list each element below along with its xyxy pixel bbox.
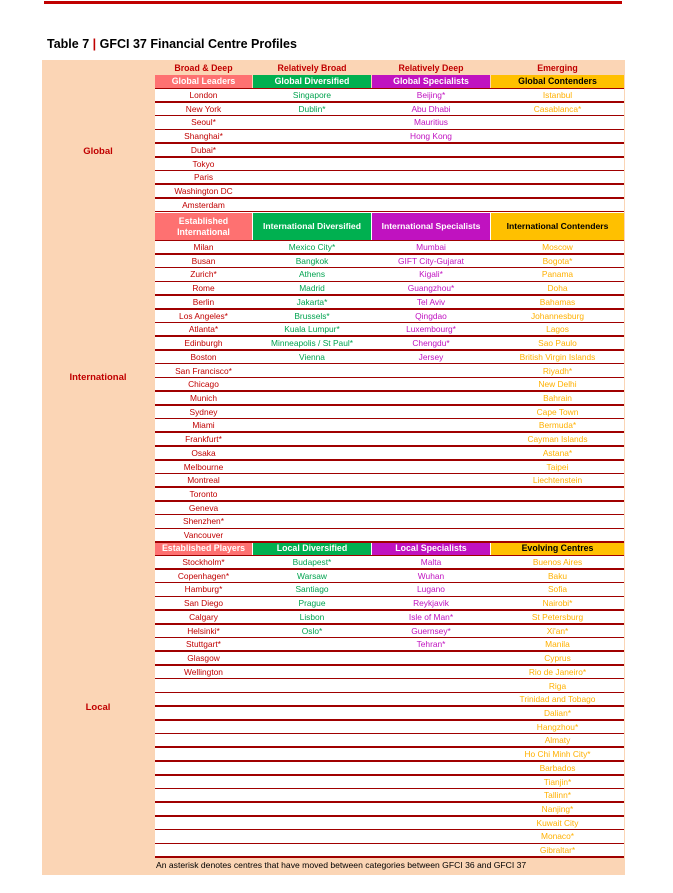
centre-cell: Toronto: [189, 489, 218, 499]
centre-cell: Panama: [541, 269, 574, 280]
centre-cell: Vienna: [299, 351, 325, 362]
column-header-emerging: Emerging: [537, 62, 578, 73]
centre-cell: Hamburg*: [184, 584, 223, 595]
centre-cell: Stockholm*: [182, 557, 225, 568]
centre-cell: Doha: [547, 283, 568, 294]
centre-cell: Stuttgart*: [186, 639, 221, 650]
centre-cell: Melbourne: [183, 461, 224, 472]
category-established-players: Established Players: [155, 541, 252, 555]
column-header-broad-deep: Broad & Deep: [174, 62, 233, 73]
centre-cell: Chicago: [188, 379, 219, 390]
row-label-international: International: [69, 372, 127, 383]
centre-cell: Qingdao: [415, 310, 447, 321]
centre-cell: San Francisco*: [175, 365, 232, 376]
centre-cell: Lisbon: [299, 611, 325, 622]
centre-cell: Helsinki*: [187, 625, 220, 636]
centre-cell: Nairobi*: [542, 598, 573, 609]
centre-cell: Tianjin*: [543, 776, 572, 787]
row-label-local: Local: [85, 702, 111, 713]
centre-cell: Frankfurt*: [185, 434, 222, 445]
centre-cell: Ho Chi Minh City*: [524, 749, 591, 760]
centre-cell: Mumbai: [416, 242, 446, 253]
centre-cell: Barbados: [539, 762, 576, 773]
centre-cell: Johannesburg: [530, 310, 585, 321]
centre-cell: Manila: [545, 639, 570, 650]
column-header-relatively-broad: Relatively Broad: [277, 62, 347, 73]
row-divider: [155, 211, 624, 213]
centre-cell: Edinburgh: [184, 338, 223, 349]
centre-cell: Lagos: [546, 324, 569, 335]
table-title: [47, 37, 297, 51]
centre-cell: Hangzhou*: [536, 721, 579, 732]
centre-cell: Vancouver: [183, 530, 224, 541]
centre-cell: Copenhagen*: [177, 570, 230, 581]
centre-cell: Istanbul: [542, 90, 573, 101]
centre-cell: Xi'an*: [546, 625, 569, 636]
centre-cell: Paris: [193, 172, 214, 183]
centre-cell: Mauritius: [414, 117, 448, 128]
centre-cell: Munich: [190, 392, 217, 403]
centre-cell: Chengdu*: [412, 338, 450, 349]
category-established-international: Established International: [155, 213, 252, 240]
centre-cell: Kuwait City: [536, 817, 579, 828]
centre-cell: Nanjing*: [541, 804, 574, 814]
centre-cell: Guangzhou*: [407, 283, 455, 294]
centre-cell: Tehran*: [416, 639, 446, 650]
centre-cell: Kigali*: [419, 269, 443, 280]
centre-cell: Wuhan: [417, 570, 445, 581]
centre-cell: San Diego: [183, 598, 224, 609]
centre-cell: Tokyo: [192, 158, 215, 169]
category-evolving-centres: Evolving Centres: [491, 541, 624, 555]
category-international-diversified: International Diversified: [253, 213, 371, 240]
row-divider: [155, 856, 624, 858]
centre-cell: Cayman Islands: [527, 434, 588, 445]
centre-cell: Astana*: [542, 447, 573, 458]
centre-cell: Cape Town: [536, 406, 579, 417]
centre-cell: Mexico City*: [288, 242, 336, 253]
title-separator: |: [92, 37, 97, 51]
centre-cell: Rio de Janeiro*: [528, 666, 587, 677]
table-title-text: GFCI 37 Financial Centre Profiles: [99, 37, 297, 51]
centre-cell: Beijing*: [416, 90, 446, 101]
centre-cell: Osaka: [191, 447, 216, 458]
centre-cell: Guernsey*: [411, 625, 451, 636]
centre-cell: Buenos Aires: [532, 557, 583, 568]
centre-cell: Warsaw: [297, 570, 327, 581]
centre-cell: Los Angeles*: [179, 310, 228, 321]
centre-cell: Shanghai*: [184, 131, 223, 142]
centre-cell: Geneva: [188, 502, 219, 513]
centre-cell: Wellington: [184, 666, 223, 677]
centre-cell: Casablanca*: [533, 103, 582, 114]
centre-cell: Athens: [298, 269, 326, 280]
centre-cell: Miami: [192, 420, 215, 431]
centre-cell: Sydney: [189, 406, 218, 417]
centre-cell: Taipei: [546, 461, 569, 472]
centre-cell: Luxembourg*: [406, 324, 456, 335]
centre-cell: Shenzhen*: [183, 516, 224, 527]
centre-cell: Malta: [420, 557, 442, 568]
table-number: Table 7: [47, 37, 90, 51]
centre-cell: Isle of Man*: [408, 611, 454, 622]
centre-cell: Monaco*: [540, 831, 575, 842]
category-global-contenders: Global Contenders: [491, 75, 624, 88]
centre-cell: New York: [185, 103, 222, 114]
centre-cell: Rome: [192, 283, 215, 294]
centre-cell: Jersey: [418, 351, 444, 362]
centre-cell: Reykjavik: [413, 598, 449, 609]
centre-cell: Dubai*: [190, 144, 217, 155]
centre-cell: Trinidad and Tobago: [519, 694, 596, 705]
centre-cell: Montreal: [187, 475, 220, 486]
row-divider: [155, 541, 624, 543]
centre-cell: Kuala Lumpur*: [284, 324, 340, 335]
centre-cell: Bahamas: [539, 296, 576, 307]
centre-cell: Zurich*: [190, 269, 217, 280]
centre-cell: New Delhi: [538, 379, 577, 390]
centre-cell: Tel Aviv: [416, 296, 446, 307]
centre-cell: Riga: [548, 680, 567, 691]
centre-cell: Boston: [190, 351, 217, 362]
centre-cell: Minneapolis / St Paul*: [271, 338, 353, 349]
centre-cell: Calgary: [189, 611, 218, 622]
centre-cell: Singapore: [292, 90, 332, 101]
centre-cell: London: [189, 90, 218, 101]
centre-cell: Oslo*: [301, 625, 323, 636]
centre-cell: Hong Kong: [410, 131, 452, 142]
centre-cell: Madrid: [299, 283, 325, 294]
centre-cell: Dublin*: [298, 103, 326, 114]
category-global-specialists: Global Specialists: [372, 75, 490, 88]
centre-cell: Sofia: [547, 584, 568, 595]
centre-cell: Bangkok: [295, 255, 329, 266]
category-local-diversified: Local Diversified: [253, 541, 371, 555]
centre-cell: Lugano: [417, 584, 445, 595]
category-global-diversified: Global Diversified: [253, 75, 371, 88]
centre-cell: Milan: [193, 242, 214, 253]
centre-cell: Liechtenstein: [532, 475, 583, 486]
category-global-leaders: Global Leaders: [155, 75, 252, 88]
centre-cell: Bahrain: [543, 392, 572, 403]
centre-cell: Prague: [298, 598, 326, 609]
category-international-contenders: International Contenders: [491, 213, 624, 240]
centre-cell: Gibraltar*: [539, 845, 576, 856]
centre-cell: Berlin: [192, 296, 215, 307]
centre-cell: Baku: [547, 570, 568, 581]
centre-cell: Atlanta*: [188, 324, 219, 335]
centre-cell: Riyadh*: [542, 365, 573, 376]
centre-cell: Jakarta*: [296, 296, 328, 307]
centre-cell: Moscow: [542, 242, 573, 253]
footnote: An asterisk denotes centres that have moved between categories between GFCI 36 and GFCI 37: [156, 860, 527, 870]
centre-cell: Washington DC: [174, 186, 233, 197]
centre-cell: Cyprus: [544, 653, 571, 664]
centre-cell: Bermuda*: [538, 420, 577, 431]
centre-cell: Dalian*: [543, 707, 571, 718]
centre-cell: St Petersburg: [531, 611, 584, 622]
centre-cell: Sao Paulo: [538, 338, 577, 349]
centre-cell: Brussels*: [294, 310, 330, 321]
centre-cell: Abu Dhabi: [411, 103, 451, 114]
category-local-specialists: Local Specialists: [372, 541, 490, 555]
centre-cell: British Virgin Islands: [519, 351, 596, 362]
centre-cell: Glasgow: [187, 653, 220, 664]
column-header-relatively-deep: Relatively Deep: [398, 62, 464, 73]
centre-cell: Tallinn*: [543, 790, 571, 801]
centre-cell: Seoul*: [191, 117, 216, 128]
top-rule: [44, 1, 622, 4]
centre-cell: Santiago: [295, 584, 329, 595]
centre-cell: Busan: [191, 255, 216, 266]
category-international-specialists: International Specialists: [372, 213, 490, 240]
centre-cell: GIFT City-Gujarat: [398, 255, 464, 266]
centre-cell: Amsterdam: [182, 199, 225, 210]
centre-cell: Budapest*: [292, 557, 332, 568]
centre-cell: Bogota*: [542, 255, 573, 266]
centre-cell: Almaty: [544, 735, 571, 746]
row-label-global: Global: [83, 146, 113, 157]
